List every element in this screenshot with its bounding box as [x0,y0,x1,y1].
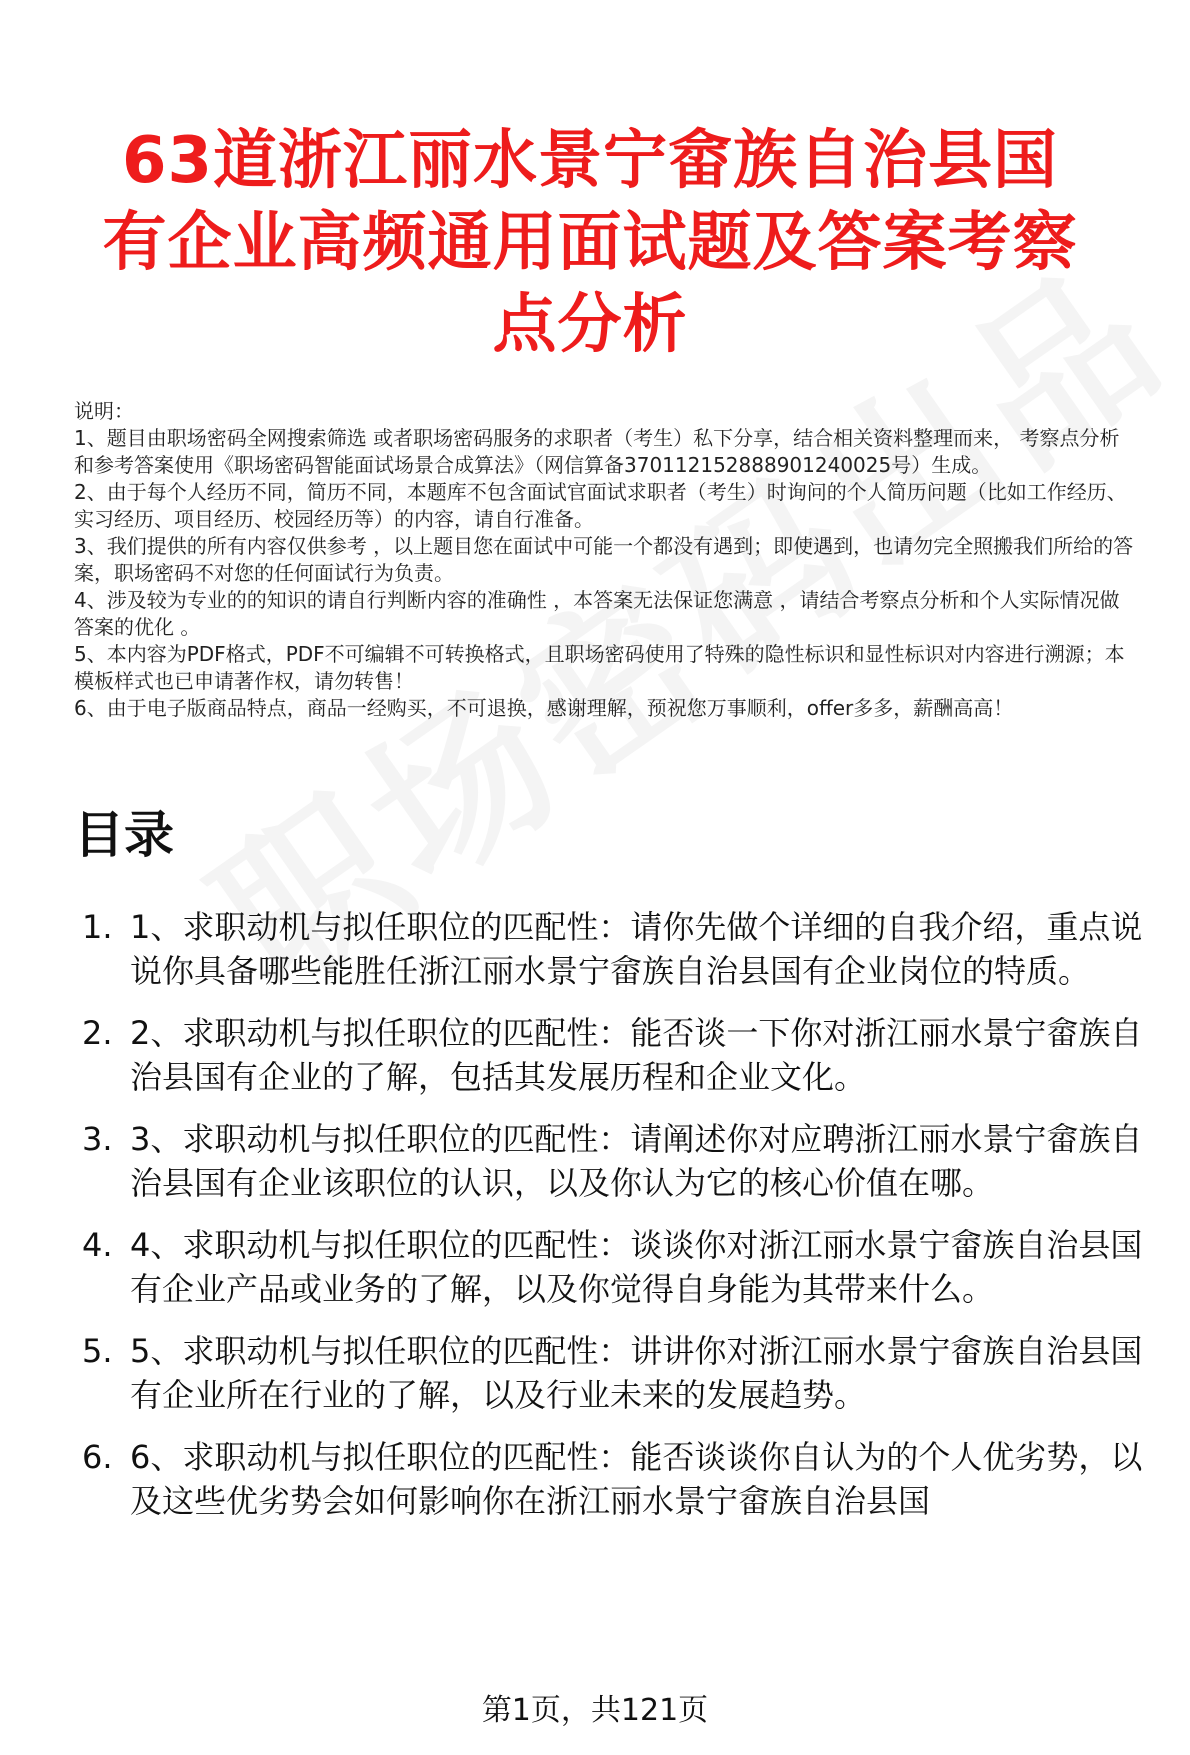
document-title: 63道浙江丽水景宁畲族自治县国有企业高频通用面试题及答案考察点分析 [102,124,1078,362]
notes-heading: 说明： [74,399,134,423]
toc-item[interactable] [74,1329,1164,1417]
toc-item-number: 5. [82,1332,113,1370]
note-item: 3、我们提供的所有内容仅供参考 ，以上题目您在面试中可能一个都没有遇到；即使遇到，也请勿完全照搬我们所给的答案，职场密码不对您的任何面试行为负责。 [74,534,1134,585]
note-item: 6、由于电子版商品特点，商品一经购买，不可退换，感谢理解，预祝您万事顺利，offer多多，薪酬高高！ [74,696,1014,720]
toc-item[interactable] [74,1223,1164,1311]
toc-item[interactable] [74,1117,1164,1205]
toc-item[interactable] [74,1435,1164,1523]
table-of-contents [74,905,1164,1541]
page-footer: 第1页，共121页 [481,1693,709,1728]
notes-section [74,398,1134,722]
toc-item-text: 6、求职动机与拟任职位的匹配性：能否谈谈你自认为的个人优劣势，以及这些优劣势会如何影响你在浙江丽水景宁畲族自治县国 [130,1438,1143,1520]
toc-item[interactable] [74,905,1164,993]
note-item: 4、涉及较为专业的的知识的请自行判断内容的准确性 ，本答案无法保证您满意 ，请结合考察点分析和个人实际情况做答案的优化 。 [74,588,1120,639]
toc-item-number: 4. [82,1226,113,1264]
note-item: 1、题目由职场密码全网搜索筛选 或者职场密码服务的求职者（考生）私下分享，结合相关资料整理而来， 考察点分析和参考答案使用《职场密码智能面试场景合成算法》（网信算备370112152888901240025号）生成。 [74,426,1120,477]
toc-item-number: 6. [82,1438,113,1476]
toc-item[interactable] [74,1011,1164,1099]
toc-heading: 目录 [74,806,174,864]
toc-item-text: 3、求职动机与拟任职位的匹配性：请阐述你对应聘浙江丽水景宁畲族自治县国有企业该职位的认识，以及你认为它的核心价值在哪。 [130,1120,1143,1202]
toc-item-text: 2、求职动机与拟任职位的匹配性：能否谈一下你对浙江丽水景宁畲族自治县国有企业的了解，包括其发展历程和企业文化。 [130,1014,1143,1096]
note-item: 5、本内容为PDF格式，PDF不可编辑不可转换格式，且职场密码使用了特殊的隐性标识和显性标识对内容进行溯源；本模板样式也已申请著作权，请勿转售！ [74,642,1125,693]
toc-item-number: 2. [82,1014,113,1052]
toc-item-text: 4、求职动机与拟任职位的匹配性：谈谈你对浙江丽水景宁畲族自治县国有企业产品或业务的了解，以及你觉得自身能为其带来什么。 [130,1226,1143,1308]
toc-item-text: 5、求职动机与拟任职位的匹配性：讲讲你对浙江丽水景宁畲族自治县国有企业所在行业的了解，以及行业未来的发展趋势。 [130,1332,1143,1414]
toc-item-text: 1、求职动机与拟任职位的匹配性：请你先做个详细的自我介绍，重点说说你具备哪些能胜任浙江丽水景宁畲族自治县国有企业岗位的特质。 [130,908,1143,990]
toc-item-number: 3. [82,1120,113,1158]
toc-item-number: 1. [82,908,113,946]
note-item: 2、由于每个人经历不同，简历不同，本题库不包含面试官面试求职者（考生）时询问的个人简历问题（比如工作经历、实习经历、项目经历、校园经历等）的内容，请自行准备。 [74,480,1127,531]
